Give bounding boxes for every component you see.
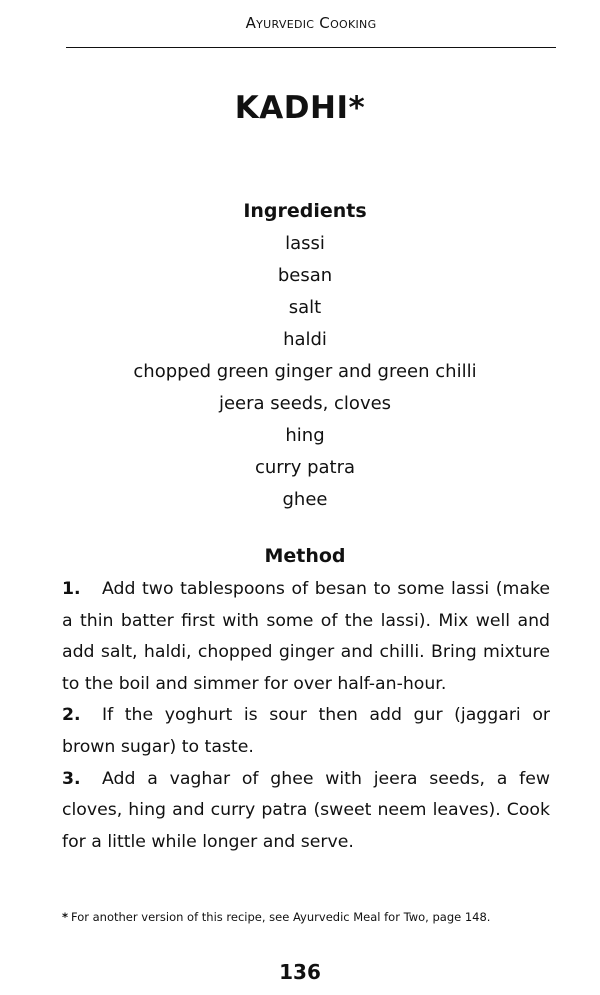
step-number: 1. <box>62 579 81 599</box>
method-step <box>62 700 550 763</box>
step-text: Add a vaghar of ghee with jeera seeds, a few cloves, hing and curry patra (sweet neem leaves). Cook for a little while longer and serve. <box>62 768 550 852</box>
step-text: If the yoghurt is sour then add gur (jaggari or brown sugar) to taste. <box>62 705 550 757</box>
method-heading: Method <box>264 545 346 567</box>
ingredient-item: besan <box>277 265 333 286</box>
method-step <box>62 574 550 700</box>
ingredients-heading: Ingredients <box>243 200 367 222</box>
recipe-title: KADHI* <box>234 90 366 126</box>
ingredient-item: jeera seeds, cloves <box>218 393 392 414</box>
page-number: 136 <box>279 960 321 984</box>
ingredient-item: chopped green ginger and green chilli <box>133 361 477 382</box>
footnote-marker: * <box>62 910 69 924</box>
footnote <box>62 910 552 924</box>
step-text: Add two tablespoons of besan to some lassi (make a thin batter first with some of the lassi). Mix well and add salt, haldi, chopped ginger and chilli. Bring mixture to the boil and simmer for over half-an-hour. <box>62 579 550 694</box>
ingredient-item: salt <box>288 297 322 318</box>
method-step <box>62 764 550 859</box>
ingredient-item: ghee <box>282 489 328 510</box>
ingredient-item: curry patra <box>254 457 356 478</box>
ingredient-item: hing <box>285 425 325 446</box>
ingredients-list <box>0 231 600 519</box>
step-number: 3. <box>62 768 81 789</box>
running-head: Ayurvedic Cooking <box>245 14 377 32</box>
step-number: 2. <box>62 705 81 726</box>
footnote-text: For another version of this recipe, see Ayurvedic Meal for Two, page 148. <box>71 910 491 924</box>
ingredient-item: haldi <box>283 329 327 350</box>
header-rule <box>66 47 556 48</box>
method-steps <box>62 574 550 858</box>
ingredient-item: lassi <box>285 233 325 254</box>
